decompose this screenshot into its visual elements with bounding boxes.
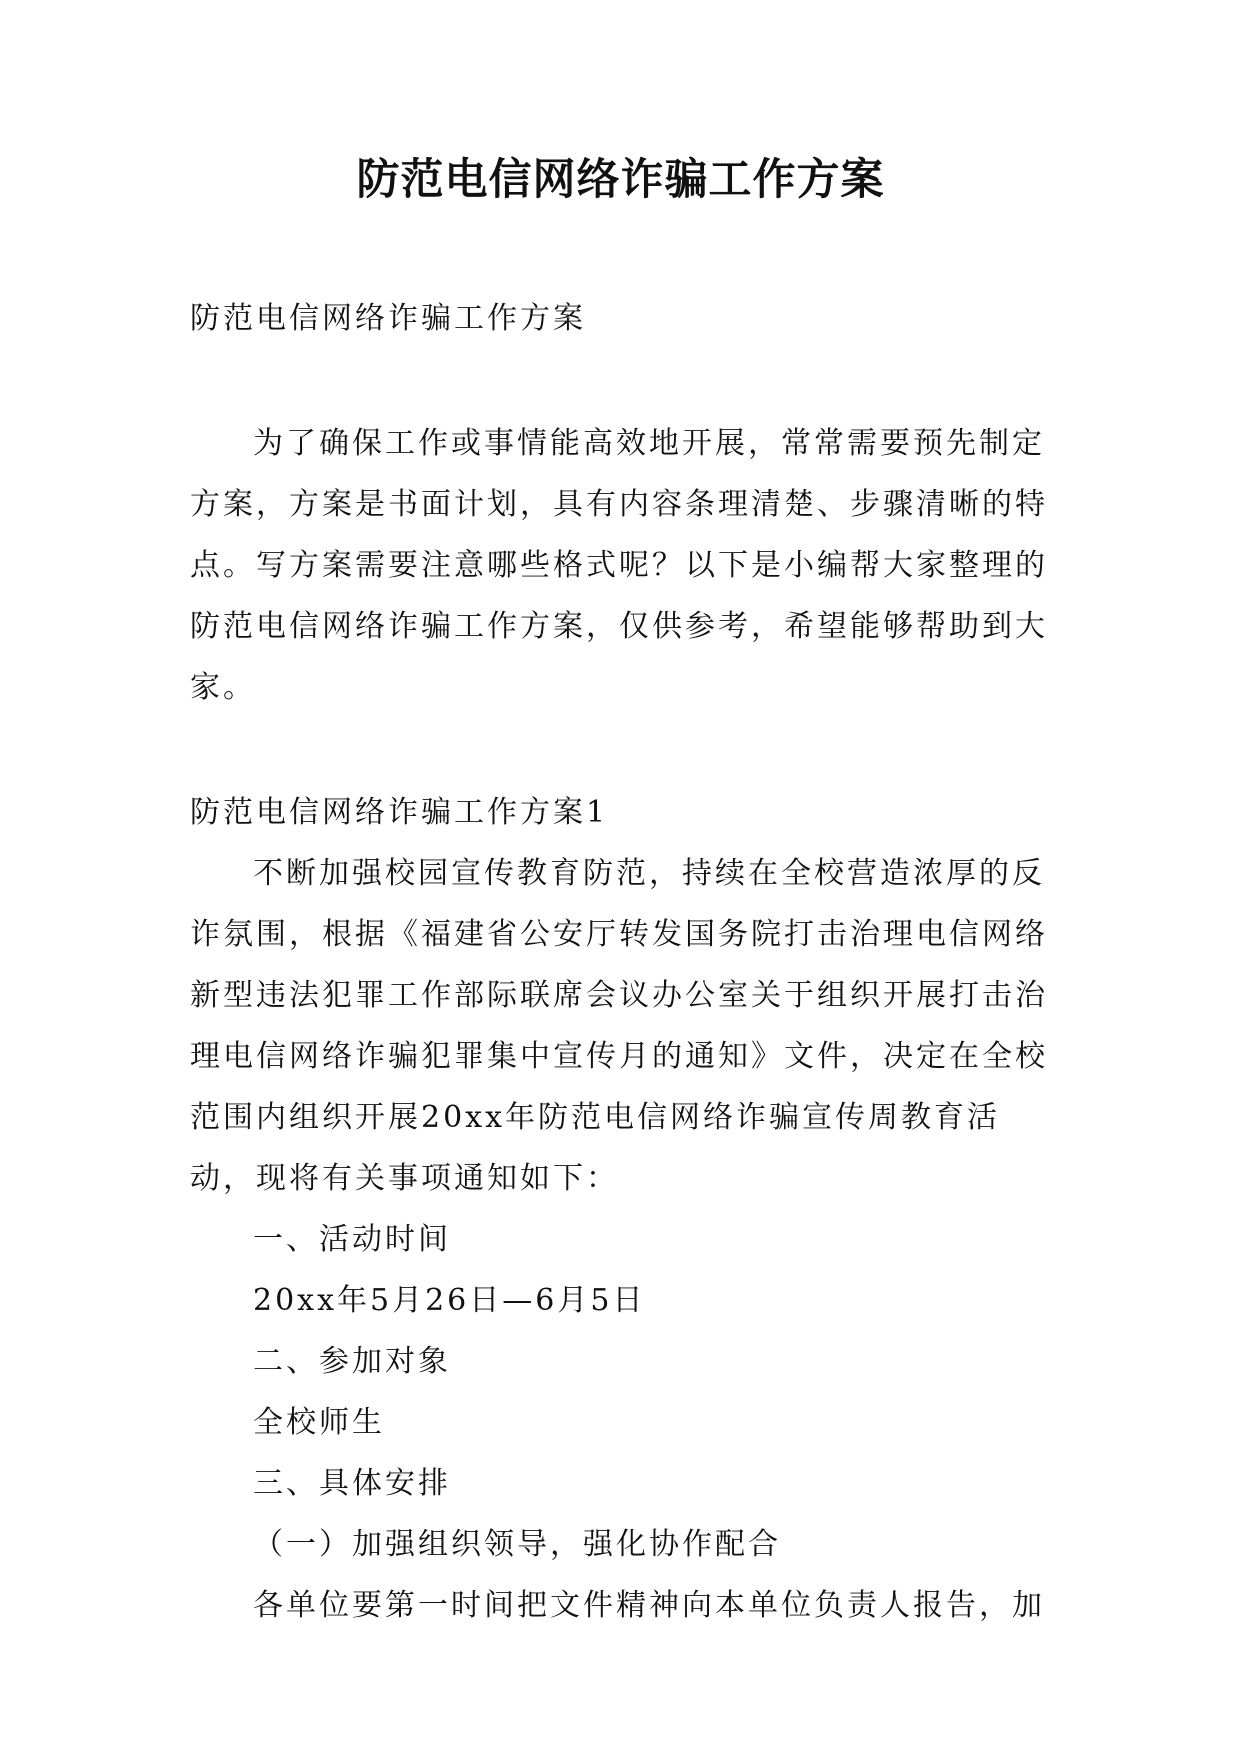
item-heading-arrangement: 三、具体安排 [253,1466,451,1501]
document-body [190,288,1055,1636]
document-subtitle: 防范电信网络诈骗工作方案 [190,301,586,336]
item-paragraph-arrangement: 各单位要第一时间把文件精神向本单位负责人报告，加 [253,1588,1045,1623]
intro-paragraph: 为了确保工作或事情能高效地开展，常常需要预先制定方案，方案是书面计划，具有内容条理清楚、步骤清晰的特点。写方案需要注意哪些格式呢？以下是小编帮大家整理的防范电信网络诈骗工作方案，仅供参考，希望能够帮助到大家。 [190,426,1048,705]
section-paragraph: 不断加强校园宣传教育防范，持续在全校营造浓厚的反诈氛围，根据《福建省公安厅转发国务院打击治理电信网络新型违法犯罪工作部际联席会议办公室关于组织开展打击治理电信网络诈骗犯罪集中宣传月的通知》文件，决定在全校范围内组织开展20xx年防范电信网络诈骗宣传周教育活动，现将有关事项通知如下： [190,856,1048,1196]
section-heading: 防范电信网络诈骗工作方案1 [190,795,609,830]
item-value-participants: 全校师生 [253,1405,385,1440]
item-heading-time: 一、活动时间 [253,1222,451,1257]
document-title: 防范电信网络诈骗工作方案 [356,155,885,205]
item-value-time: 20xx年5月26日—6月5日 [253,1283,646,1318]
item-heading-participants: 二、参加对象 [253,1344,451,1379]
item-subheading-arrangement: （一）加强组织领导，强化协作配合 [253,1527,781,1562]
